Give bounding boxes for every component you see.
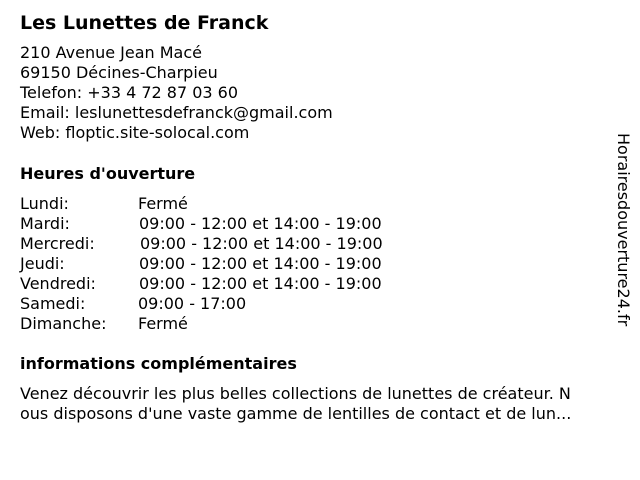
day-label: Vendredi:: [20, 274, 96, 293]
info-heading: informations complémentaires: [20, 354, 297, 373]
day-hours: Fermé: [138, 194, 188, 213]
day-label: Mercredi:: [20, 234, 95, 253]
info-description: [20, 384, 620, 424]
email-line: Email: leslunettesdefranck@gmail.com: [20, 103, 333, 122]
phone-line: Telefon: +33 4 72 87 03 60: [20, 83, 239, 102]
day-label: Dimanche:: [20, 314, 107, 333]
day-label: Lundi:: [20, 194, 69, 213]
day-label: Mardi:: [20, 214, 70, 233]
web-line: Web: floptic.site-solocal.com: [20, 123, 250, 142]
day-label: Jeudi:: [20, 254, 65, 273]
day-label: Samedi:: [20, 294, 86, 313]
hours-heading: Heures d'ouverture: [20, 164, 196, 183]
contact-block: [20, 43, 333, 143]
address-line-2: 69150 Décines-Charpieu: [20, 63, 218, 82]
day-hours: 09:00 - 17:00: [138, 294, 247, 313]
day-hours: 09:00 - 12:00 et 14:00 - 19:00: [140, 234, 383, 253]
day-hours: Fermé: [138, 314, 188, 333]
store-name: Les Lunettes de Franck: [20, 12, 269, 34]
address-line-1: 210 Avenue Jean Macé: [20, 43, 202, 62]
watermark-text: Horairesdouverture24.fr: [614, 133, 633, 327]
info-line-2: ous disposons d'une vaste gamme de lentilles de contact et de lun...: [20, 404, 572, 423]
day-hours: 09:00 - 12:00 et 14:00 - 19:00: [139, 214, 382, 233]
day-hours: 09:00 - 12:00 et 14:00 - 19:00: [139, 254, 382, 273]
info-line-1: Venez découvrir les plus belles collections de lunettes de créateur. N: [20, 384, 571, 403]
site-watermark: [612, 133, 634, 345]
day-hours: 09:00 - 12:00 et 14:00 - 19:00: [139, 274, 382, 293]
